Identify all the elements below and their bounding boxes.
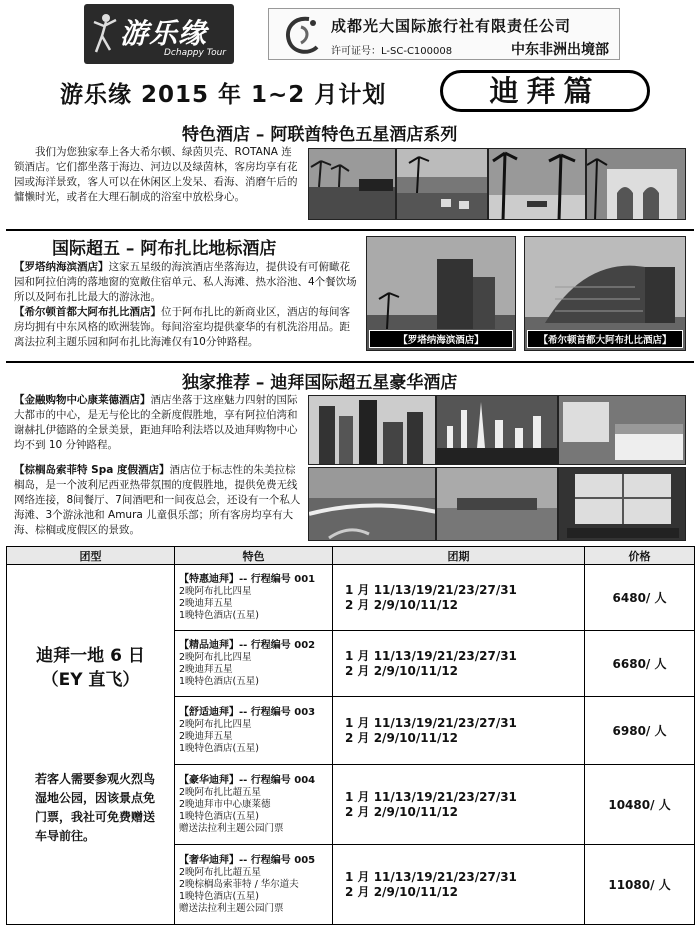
table-row [7, 565, 695, 631]
dubai-towers-photo [308, 395, 436, 465]
beach-resort-photo [308, 148, 396, 220]
feature-cell: 【豪华迪拜】-- 行程编号 004 2晚阿布扎比超五星 2晚迪拜市中心康莱德 1晚特色酒店(五星) 赠送法拉利主题公园门票 [175, 765, 333, 845]
conrad-hotel-text: 【金融购物中心康莱德酒店】酒店坐落于这座魅力四射的国际大都市的中心，是无与伦比的全新度假胜地，享有阿拉伯湾和谢赫扎伊德路的全景美景，距迪拜哈利法塔以及迪拜购物中心均不到 10 分钟路程。 [14, 394, 298, 451]
conrad-hotel-name: 【金融购物中心康莱德酒店】 [14, 394, 151, 406]
header-tour-type: 团型 [7, 547, 175, 565]
license-number: 许可证号：L-SC-C100008 [331, 46, 453, 57]
dancer-icon [90, 12, 120, 58]
pool-view-photo [436, 467, 558, 541]
hotel-bedroom-photo [558, 395, 686, 465]
tour-plan-table [6, 546, 695, 925]
table-header-row [7, 547, 695, 565]
section-divider [6, 229, 694, 231]
header-dates: 团期 [333, 547, 585, 565]
price-cell: 10480/ 人 [585, 765, 695, 845]
brand-logo [84, 4, 234, 64]
brand-name: 游乐缘 [120, 17, 208, 50]
route-flight: （EY 直飞） [41, 669, 140, 690]
dates-cell: 1 月 11/13/19/21/23/27/31 2 月 2/9/10/11/12 [333, 697, 585, 765]
price-cell: 6980/ 人 [585, 697, 695, 765]
balcony-view-photo [558, 467, 686, 541]
dubai-skyline-photo [436, 395, 558, 465]
dates-cell: 1 月 11/13/19/21/23/27/31 2 月 2/9/10/11/12 [333, 845, 585, 925]
palm-walkway-photo [488, 148, 586, 220]
hilton-hotel-name: 【希尔顿首都大阿布扎比酒店】 [14, 306, 161, 318]
dubai-badge: 迪拜篇 [440, 70, 650, 112]
feature-cell: 【舒适迪拜】-- 行程编号 003 2晚阿布扎比四星 2晚迪拜五星 1晚特色酒店(五星) [175, 697, 333, 765]
company-name: 成都光大国际旅行社有限责任公司 [331, 17, 572, 35]
hilton-hotel-text: 位于阿布扎比的新商业区，酒店的每间客房均拥有中东风格的欧洲装饰。每间浴室均提供豪华的有机洗浴用品。距离法拉利主题乐园和阿布扎比海滩仅有10分钟路程。 [14, 306, 350, 348]
section-title-abu-dhabi-hotels: 国际超五 – 阿布扎比地标酒店 [52, 239, 277, 259]
route-name: 迪拜一地 6 日 [36, 645, 145, 666]
palm-island-photo [308, 467, 436, 541]
company-logo-icon [279, 13, 325, 57]
page-title: 游乐缘 2015 年 1~2 月计划 [60, 82, 387, 108]
header-price: 价格 [585, 547, 695, 565]
hilton-photo-caption: 【希尔顿首都大阿布扎比酒店】 [527, 330, 683, 348]
feature-cell: 【奢华迪拜】-- 行程编号 005 2晚阿布扎比超五星 2晚棕榈岛索菲特 / 华尔道夫 1晚特色酒店(五星) 赠送法拉利主题公园门票 [175, 845, 333, 925]
feature-cell: 【精品迪拜】-- 行程编号 002 2晚阿布扎比四星 2晚迪拜五星 1晚特色酒店(五星) [175, 631, 333, 697]
featured-hotels-text: 我们为您独家奉上各大希尔顿、绿茵贝壳、ROTANA 连锁酒店。它们都坐落于海边、河边以及绿茵林，客房均享有花园或海洋景致，客人可以在休闲区上发呆、看海、消磨午后的慵懒时光，或者在大理石制成的浴室中放松身心。 [14, 146, 298, 203]
rotana-hotel-photo [366, 236, 516, 351]
abu-dhabi-hotels-text [14, 260, 360, 350]
seaside-terrace-photo [396, 148, 488, 220]
hilton-hotel-photo [524, 236, 686, 351]
rotana-hotel-name: 【罗塔纳海滨酒店】 [14, 261, 109, 273]
rotana-photo-caption: 【罗塔纳海滨酒店】 [369, 330, 513, 348]
brand-subtitle: Dchappy Tour [164, 48, 227, 58]
header-features: 特色 [175, 547, 333, 565]
dates-cell: 1 月 11/13/19/21/23/27/31 2 月 2/9/10/11/12 [333, 565, 585, 631]
route-note: 若客人需要参观火烈鸟湿地公园，因该景点免门票，我社可免费赠送车导前往。 [35, 771, 156, 843]
feature-cell: 【特惠迪拜】-- 行程编号 001 2晚阿布扎比四星 2晚迪拜五星 1晚特色酒店(五星) [175, 565, 333, 631]
price-cell: 6480/ 人 [585, 565, 695, 631]
department-name: 中东非洲出境部 [511, 42, 609, 58]
price-cell: 6680/ 人 [585, 631, 695, 697]
rotana-hotel-text: 这家五星级的海滨酒店坐落海边，提供设有可俯瞰花园和阿拉伯湾的落地窗的宽敞住宿单元、私人海滩、热水浴池、4个餐饮场所以及阿布扎比最大的游泳池。 [14, 261, 357, 303]
price-cell: 11080/ 人 [585, 845, 695, 925]
section-divider [6, 361, 694, 363]
sofitel-hotel-text: 【棕榈岛索菲特 Spa 度假酒店】酒店位于标志性的朱美拉棕榈岛，是一个波利尼西亚热带氛围的度假胜地，提供免费无线网络连接，8间餐厅、7间酒吧和一间夜总会，还设有一个私人海滩、3个游泳池和 Amura 儿童俱乐部；所有客房均享有大海、棕榈或度假区的景致。 [14, 464, 301, 536]
sofitel-hotel-name: 【棕榈岛索菲特 Spa 度假酒店】 [14, 464, 170, 476]
dates-cell: 1 月 11/13/19/21/23/27/31 2 月 2/9/10/11/12 [333, 631, 585, 697]
company-banner [268, 8, 620, 60]
section-title-featured-hotels: 特色酒店 – 阿联酋特色五星酒店系列 [182, 125, 458, 145]
arabic-palace-photo [586, 148, 686, 220]
dates-cell: 1 月 11/13/19/21/23/27/31 2 月 2/9/10/11/12 [333, 765, 585, 845]
route-cell [7, 565, 175, 925]
section-title-dubai-hotels: 独家推荐 – 迪拜国际超五星豪华酒店 [182, 373, 458, 393]
